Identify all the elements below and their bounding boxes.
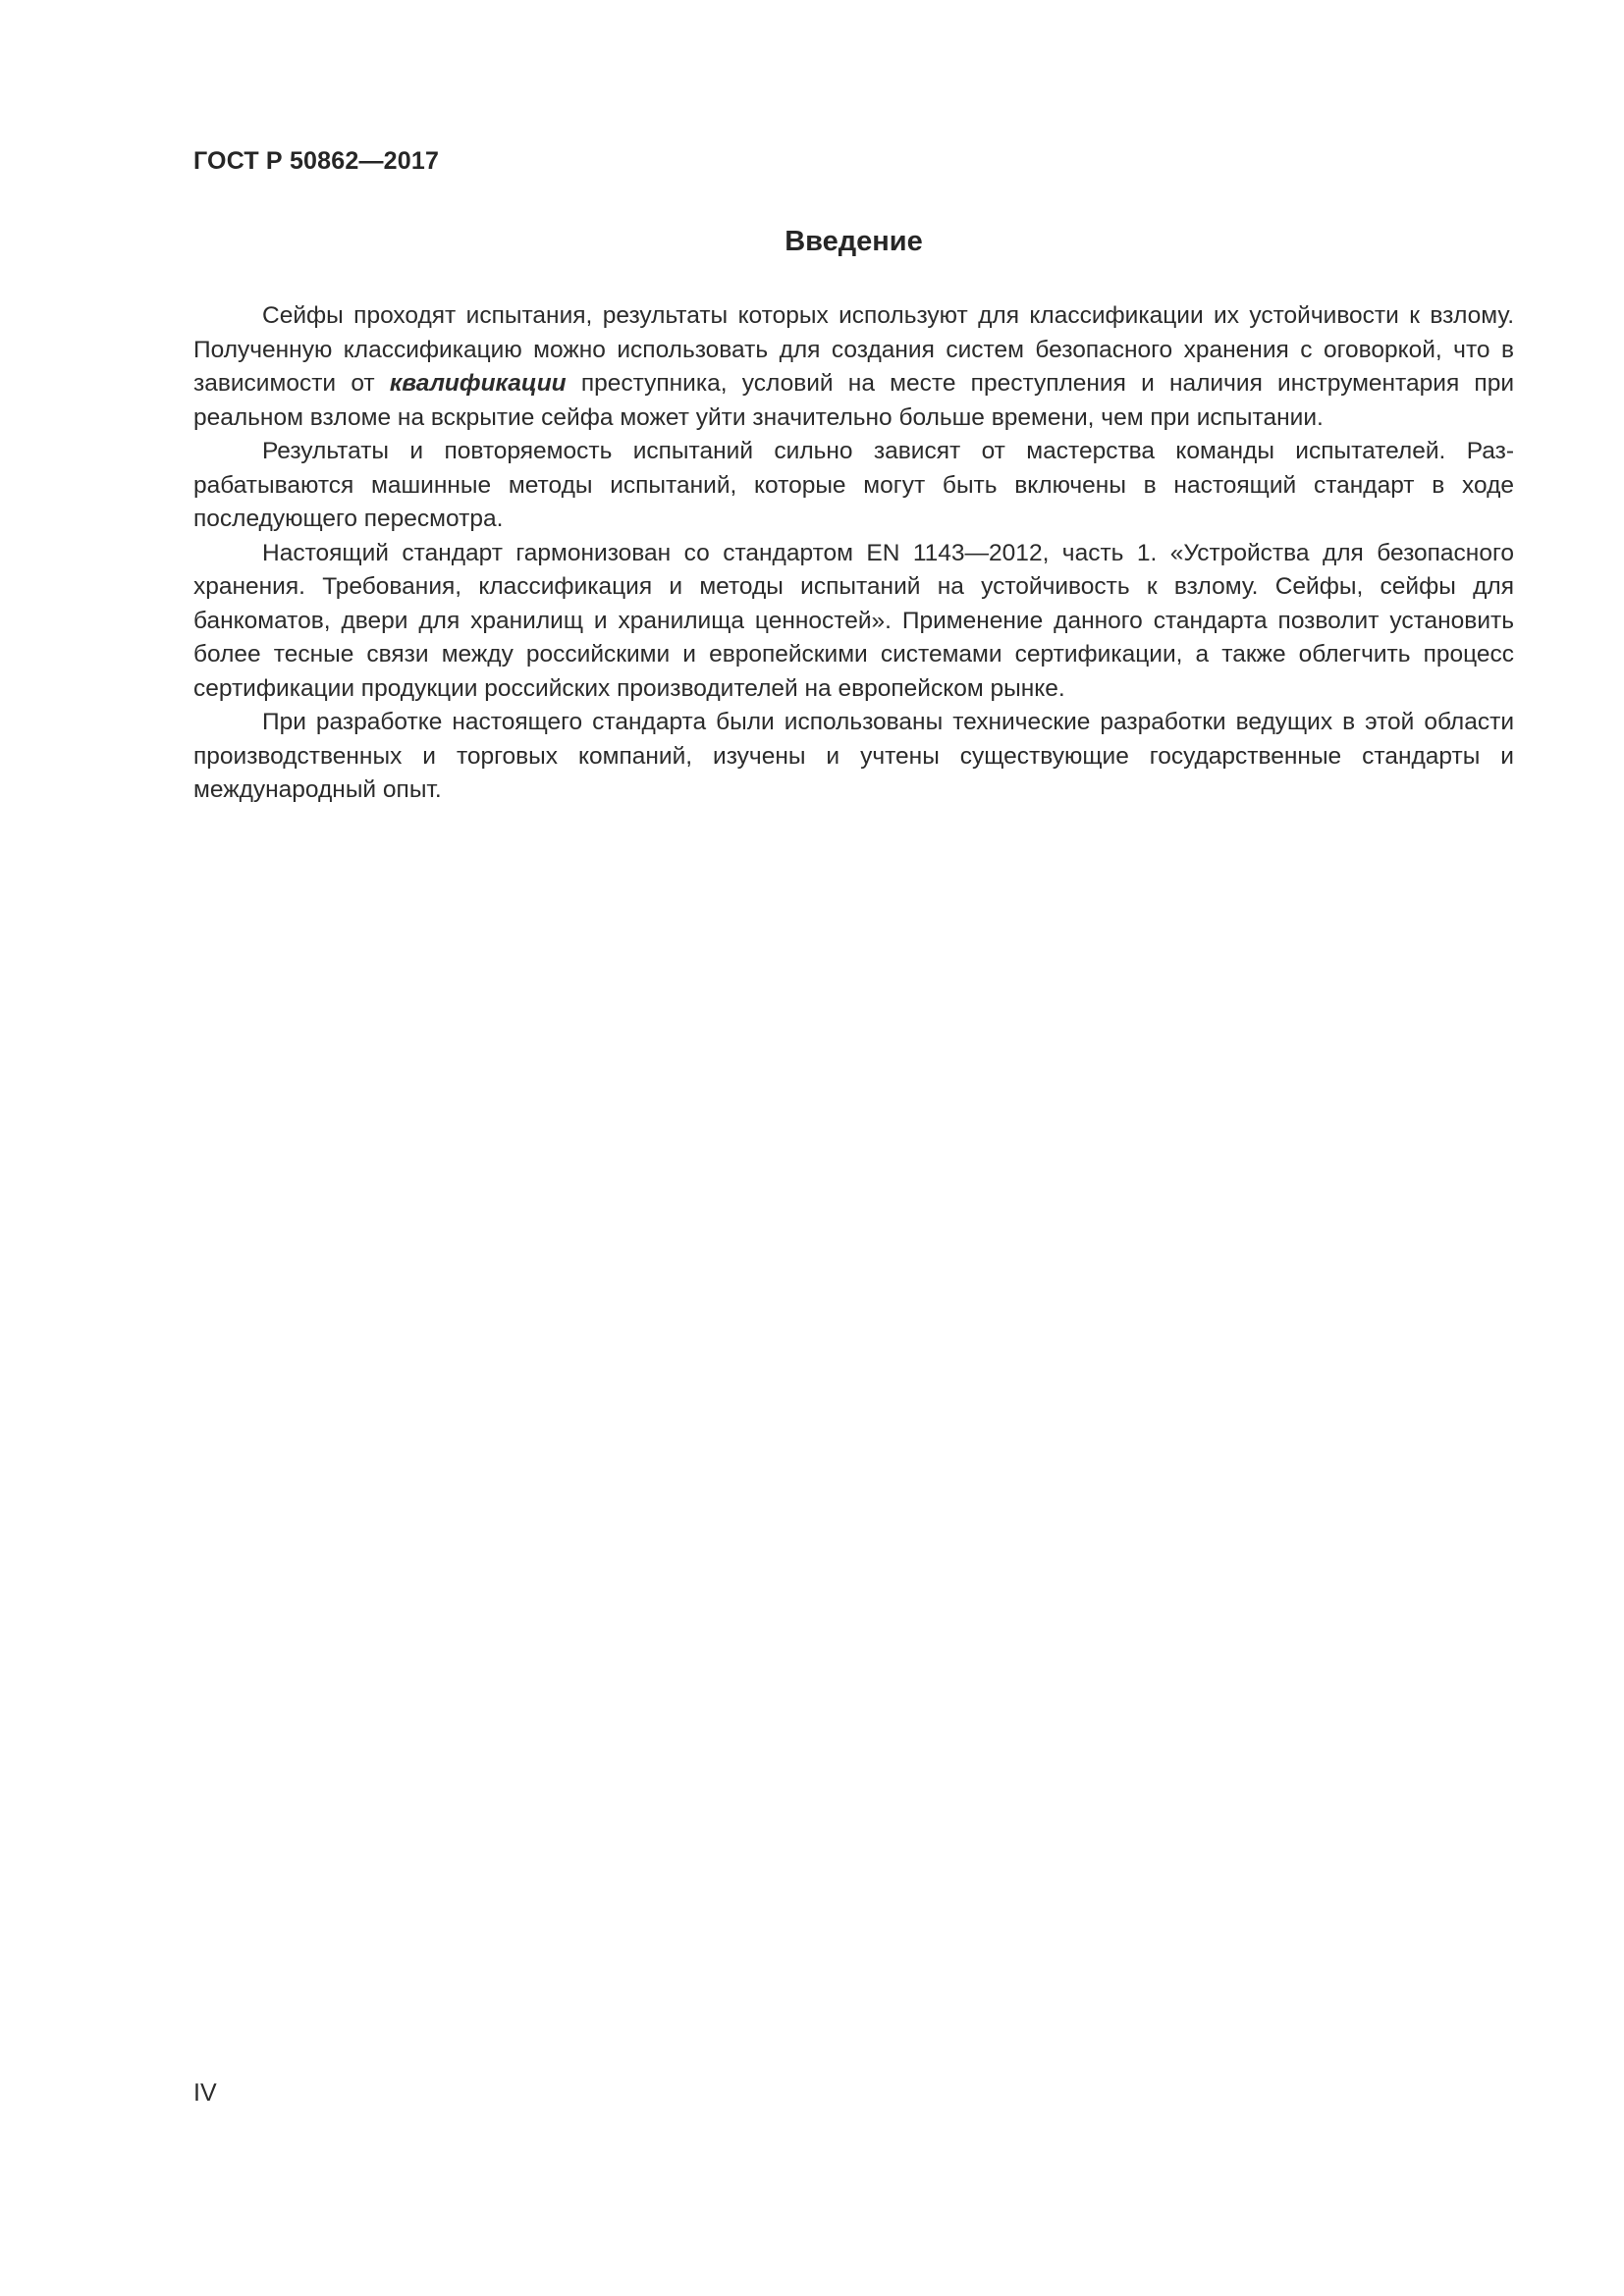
paragraph-1 xyxy=(193,299,1514,435)
paragraph-1-text-after: преступника, условий на месте преступления и наличия инструментария при реальном взломе на вскрытие сейфа может уйти значительно больше времени, чем при испытании. xyxy=(193,370,1515,431)
document-code-header: ГОСТ Р 50862—2017 xyxy=(193,147,440,175)
paragraph-4: При разработке настоящего стандарта были использованы технические разработки ведущих в этой области производственных и торговых компаний, изучены и учтены существующие государственные стандарты и международный опыт. xyxy=(193,709,1514,803)
paragraph-3: Настоящий стандарт гармонизован со стандартом EN 1143—2012, часть 1. «Устройства для безопасного хранения. Требования, классификация и методы испытаний на устойчивость к взлому. Сейфы, сейфы для банкоматов, двери для хранилищ и хранилища ценностей». Применение данного стандарта позволит установить более тесные связи между российскими и европейскими системами сертификации, а также облегчить процесс сертификации продукции российских производителей на европейском рынке. xyxy=(193,539,1514,702)
section-title: Введение xyxy=(785,226,923,257)
introduction-body xyxy=(193,299,1514,808)
page-number: IV xyxy=(193,2079,217,2107)
paragraph-2: Результаты и повторяемость испытаний сильно зависят от мастерства команды испытателей. Разрабатываются машинные методы испытаний, которые могут быть включены в настоящий стандарт в ходе последующего пересмотра. xyxy=(193,438,1514,532)
paragraph-1-emphasis: квалификации xyxy=(389,370,567,397)
paragraph-1-text-before: Сейфы проходят испытания, результаты которых используют для классификации их устойчивости к взлому. Полученную классификацию можно использовать для создания систем безопасного хранения с оговоркой, что в зависимости от xyxy=(193,302,1514,397)
